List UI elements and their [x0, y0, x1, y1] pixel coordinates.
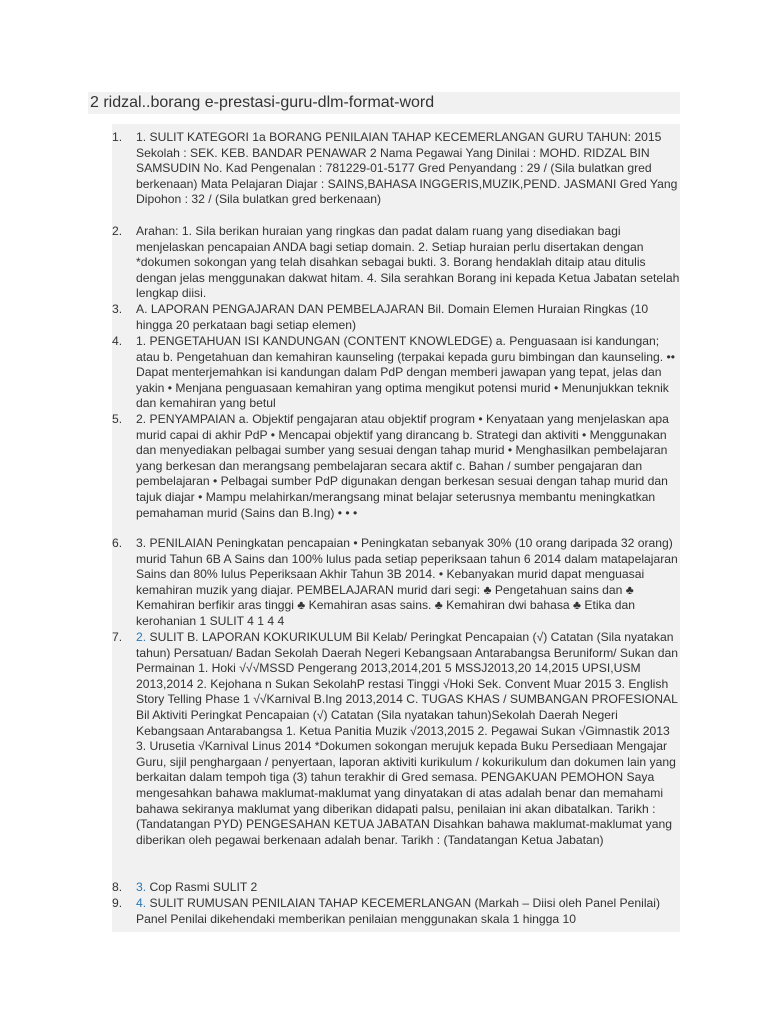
- list-item-number: 8.: [112, 880, 123, 894]
- list-item-number: 4.: [112, 334, 123, 348]
- list-item-number: 1.: [112, 130, 123, 144]
- page-link[interactable]: 2.: [136, 630, 147, 644]
- list-item-body: SULIT RUMUSAN PENILAIAN TAHAP KECEMERLANGAN (Markah – Diisi oleh Panel Penilai) Panel Penilai dikehendaki memberikan penilaian menggunakan skala 1 hingga 10: [136, 896, 661, 926]
- list-item-number: 5.: [112, 412, 123, 426]
- list-item-body: Cop Rasmi SULIT 2: [146, 880, 258, 894]
- list-item-number: 7.: [112, 630, 123, 644]
- list-item-body: SULIT B. LAPORAN KOKURIKULUM Bil Kelab/ Peringkat Pencapaian (√) Catatan (Sila nyatakan tahun) Persatuan/ Badan Sekolah Daerah Negeri Kebangsaan Antarabangsa Beruniform/ Sukan dan Permainan 1. Hoki √√√MSSD Pengerang 2013,2014,201 5 MSSJ2013,20 14,2015 UPSI,USM 2013,2014 2. Kejohana n Sukan SekolahP restasi Tinggi √Hoki Sek. Convent Muar 2015 3. English Story Telling Phase 1 √√Karnival B.Ing 2013,2014 C. TUGAS KHAS / SUMBANGAN PROFESIONAL Bil Aktiviti Peringkat Pencapaian (√) Catatan (Sila nyatakan tahun)Sekolah Daerah Negeri Kebangsaan Antarabangsa 1. Ketua Panitia Muzik √2013,2015 2. Pegawai Sukan √Gimnastik 2013 3. Urusetia √Karnival Linus 2014 *Dokumen sokongan merujuk kepada Buku Persediaan Mengajar Guru, sijil penghargaan / penyertaan, laporan aktiviti kurikulum / kokurikulum dan dokumen lain yang berkaitan dalam tempoh tiga (3) tahun terakhir di Gred semasa. PENGAKUAN PEMOHON Saya mengesahkan bahawa maklumat-maklumat yang dinyatakan di atas adalah benar dan memahami bahawa sekiranya maklumat yang diberikan didapati palsu, penilaian ini akan dibatalkan. Tarikh : (Tandatangan PYD) PENGESAHAN KETUA JABATAN Disahkan bahawa maklumat-maklumat yang diberikan oleh pegawai berkenaan adalah benar. Tarikh : (Tandatangan Ketua Jabatan): [136, 630, 678, 847]
- list-item-number: 2.: [112, 224, 123, 238]
- list-item-text: 3. PENILAIAN Peningkatan pencapaian • Peningkatan sebanyak 30% (10 orang daripada 32 orang) murid Tahun 6B A Sains dan 100% lulus pada setiap peperiksaan tahun 6 2014 dalam matapelajaran Sains dan 80% lulus Peperiksaan Akhir Tahun 3B 2014. • Kebanyakan murid dapat menguasai kemahiran muzik yang diajar. PEMBELAJARAN murid dari segi: ♣ Pengetahuan sains dan ♣ Kemahiran berfikir aras tinggi ♣ Kemahiran asas sains. ♣ Kemahiran dwi bahasa ♣ Etika dan kerohanian 1 SULIT 4 1 4 4: [136, 536, 678, 628]
- list-item-number: 3.: [112, 302, 123, 316]
- list-item-text: 1. PENGETAHUAN ISI KANDUNGAN (CONTENT KNOWLEDGE) a. Penguasaan isi kandungan; atau b. Pengetahuan dan kemahiran kaunseling (terpakai kepada guru bimbingan dan kaunseling. •• Dapat menterjemahkan isi kandungan dalam PdP dengan memberi jawapan yang tepat, jelas dan yakin • Menjana penguasaan kemahiran yang optima mengikut potensi murid • Menunjukkan teknik dan kemahiran yang betul: [136, 334, 676, 411]
- document-title: 2 ridzal..borang e-prestasi-guru-dlm-format-word: [90, 94, 435, 111]
- list-item-text: A. LAPORAN PENGAJARAN DAN PEMBELAJARAN Bil. Domain Elemen Huraian Ringkas (10 hingga 20 perkataan bagi setiap elemen): [136, 302, 649, 332]
- page-link[interactable]: 4.: [136, 896, 147, 910]
- document-content-list: [112, 124, 680, 932]
- document-title-bar: [88, 92, 680, 114]
- list-item-number: 9.: [112, 896, 123, 910]
- list-item-text: 2. PENYAMPAIAN a. Objektif pengajaran atau objektif program • Kenyataan yang menjelaskan apa murid capai di akhir PdP • Mencapai objektif yang dirancang b. Strategi dan aktiviti • Menggunakan dan menyediakan pelbagai sumber yang sesuai dengan tahap murid • Menghasilkan pembelajaran yang berkesan dan merangsang pembelajaran secara aktif c. Bahan / sumber pengajaran dan pembelajaran • Pelbagai sumber PdP digunakan dengan berkesan sesuai dengan tahap murid dan tajuk diajar • Mampu melahirkan/merangsang minat belajar seterusnya membantu meningkatkan pemahaman murid (Sains dan B.Ing) • • •: [136, 412, 669, 520]
- list-item-text: Arahan: 1. Sila berikan huraian yang ringkas dan padat dalam ruang yang disediakan bagi menjelaskan pencapaian ANDA bagi setiap domain. 2. Setiap huraian perlu disertakan dengan *dokumen sokongan yang telah disahkan sebagai bukti. 3. Borang hendaklah ditaip atau ditulis dengan jelas menggunakan dakwat hitam. 4. Sila serahkan Borang ini kepada Ketua Jabatan setelah lengkap diisi.: [136, 224, 680, 301]
- list-item-text: [136, 630, 682, 848]
- page-link[interactable]: 3.: [136, 880, 147, 894]
- list-item-number: 6.: [112, 536, 123, 550]
- list-item-text: [136, 880, 682, 896]
- list-item-text: 1. SULIT KATEGORI 1a BORANG PENILAIAN TAHAP KECEMERLANGAN GURU TAHUN: 2015 Sekolah : SEK. KEB. BANDAR PENAWAR 2 Nama Pegawai Yang Dinilai : MOHD. RIDZAL BIN SAMSUDIN No. Kad Pengenalan : 781229-01-5177 Gred Penyandang : 29 / (Sila bulatkan gred berkenaan) Mata Pelajaran Diajar : SAINS,BAHASA INGGERIS,MUZIK,PEND. JASMANI Gred Yang Dipohon : 32 / (Sila bulatkan gred berkenaan): [136, 130, 678, 207]
- list-item-text: [136, 896, 682, 927]
